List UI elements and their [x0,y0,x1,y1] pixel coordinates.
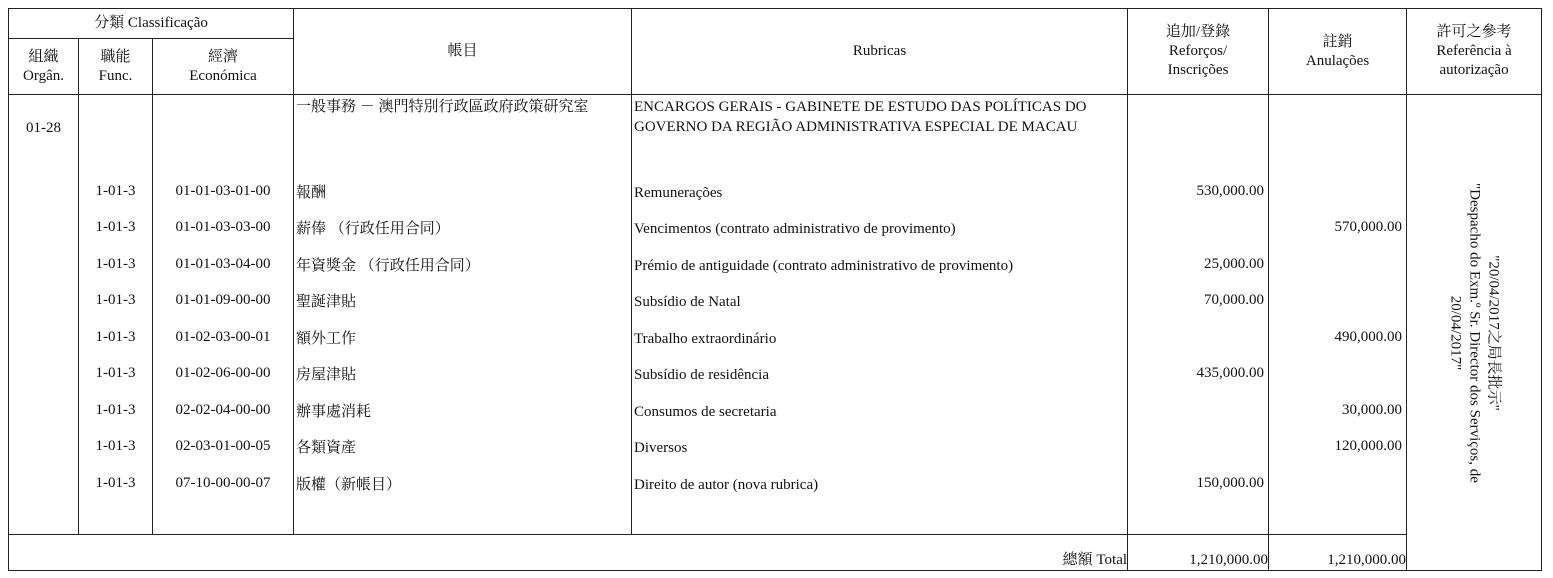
func-cell: 1-01-3 [95,474,136,491]
reference-header-zh: 許可之參考 [1436,24,1512,40]
econ-header [153,39,294,95]
account-header: 帳目 [294,9,632,95]
econ-cell: 01-01-03-01-00 [175,182,271,199]
anulacoes-column [1269,95,1407,535]
authorization-line2: "Despacho do Exm.º Sr. Director dos Serviços, de [1466,182,1483,483]
reforco-cell [1128,429,1268,466]
func-header-zh: 職能 [100,48,131,65]
rubrica-cell: Prémio de antiguidade (contrato administrativo de provimento) [634,257,1014,274]
reforcos-header-pt2: Inscrições [1167,62,1229,78]
reference-header [1407,9,1542,95]
reforcos-header [1128,9,1269,95]
func-cell: 1-01-3 [95,365,136,382]
reforco-cell: 530,000.00 [1196,182,1265,199]
func-cell: 1-01-3 [95,328,136,345]
anulacao-cell: 490,000.00 [1334,328,1403,345]
reference-header-pt1: Referência à [1436,43,1512,59]
func-cell: 1-01-3 [95,219,136,236]
anulacoes-header-zh: 註銷 [1322,33,1353,50]
organ-header-zh: 組織 [28,48,59,65]
organ-column [9,95,79,535]
total-anulacoes: 1,210,000.00 [1269,535,1407,571]
account-cell: 年資獎金 （行政任用合同） [296,257,480,274]
account-cell: 薪俸 （行政任用合同） [296,221,450,238]
reforcos-column [1128,95,1269,535]
rubrica-cell: Remunerações [634,184,723,201]
reforco-cell: 70,000.00 [1204,292,1265,309]
econ-column [153,95,294,535]
reforcos-header-pt1: Reforços/ [1168,43,1228,59]
account-cell: 聖誕津貼 [296,294,357,311]
econ-header-pt: Económica [189,67,257,84]
account-cell: 房屋津貼 [296,367,357,384]
account-cell: 版權（新帳目） [296,476,402,493]
rubrica-cell: Diversos [634,440,688,457]
authorization-reference [1407,95,1542,571]
econ-cell: 01-01-09-00-00 [175,292,271,309]
anulacao-cell: 120,000.00 [1334,438,1403,455]
group-account: 一般事務 － 澳門特別行政區政府政策研究室 [296,99,589,115]
rubrica-cell: Subsídio de Natal [634,294,741,311]
reforcos-header-zh: 追加/登錄 [1165,24,1231,40]
authorization-line1: "20/04/2017之局長批示" [1485,254,1502,411]
total-label: 總額 Total [9,535,1128,571]
budget-table [8,8,1542,571]
econ-cell: 01-02-06-00-00 [175,365,271,382]
account-cell: 各類資產 [296,440,357,457]
classification-header: 分類 Classificação [9,9,294,39]
econ-header-zh: 經濟 [208,48,239,65]
econ-cell: 01-01-03-03-00 [175,219,271,236]
authorization-text [1446,148,1503,518]
anulacao-cell [1269,246,1406,283]
reforco-cell: 435,000.00 [1196,365,1265,382]
reference-header-pt2: autorização [1439,62,1509,78]
anulacao-cell [1269,173,1406,210]
anulacoes-header [1269,9,1407,95]
func-cell: 1-01-3 [95,255,136,272]
account-cell: 額外工作 [296,330,357,347]
reforco-cell: 150,000.00 [1196,474,1265,491]
func-cell: 1-01-3 [95,438,136,455]
anulacao-cell: 30,000.00 [1342,401,1403,418]
total-reforcos: 1,210,000.00 [1128,535,1269,571]
econ-cell: 02-03-01-00-05 [175,438,271,455]
reforco-cell [1128,210,1268,247]
func-column [79,95,153,535]
organ-header [9,39,79,95]
rubrica-cell: Direito de autor (nova rubrica) [634,476,819,493]
account-cell: 辦事處消耗 [296,403,372,420]
func-header-pt: Func. [98,67,133,84]
account-cell: 報酬 [296,184,327,201]
reforco-cell [1128,319,1268,356]
func-header [79,39,153,95]
anulacao-cell [1269,356,1406,393]
rubrica-cell: Trabalho extraordinário [634,330,777,347]
econ-cell: 01-01-03-04-00 [175,255,271,272]
econ-cell: 01-02-03-00-01 [175,328,271,345]
rubrica-column [632,95,1128,535]
rubrica-cell: Vencimentos (contrato administrativo de provimento) [634,221,956,238]
account-column [294,95,632,535]
group-rubrica: ENCARGOS GERAIS - GABINETE DE ESTUDO DAS POLÍTICAS DO GOVERNO DA REGIÃO ADMINISTRATIVA ESPECIAL DE MACAU [634,99,1087,135]
econ-cell: 07-10-00-00-07 [175,474,271,491]
econ-cell: 02-02-04-00-00 [175,401,271,418]
reforco-cell: 25,000.00 [1204,255,1265,272]
rubrica-cell: Consumos de secretaria [634,403,777,420]
anulacao-cell [1269,465,1406,502]
rubrica-cell: Subsídio de residência [634,367,769,384]
organ-header-pt: Orgân. [23,67,64,84]
reforco-cell [1128,392,1268,429]
authorization-line3: 20/04/2017" [1447,295,1464,370]
func-cell: 1-01-3 [95,182,136,199]
rubricas-header: Rubricas [632,9,1128,95]
func-cell: 1-01-3 [95,292,136,309]
anulacao-cell [1269,283,1406,320]
func-cell: 1-01-3 [95,401,136,418]
organ-code: 01-28 [26,120,61,136]
anulacao-cell: 570,000.00 [1334,219,1403,236]
anulacoes-header-pt: Anulações [1305,52,1370,69]
